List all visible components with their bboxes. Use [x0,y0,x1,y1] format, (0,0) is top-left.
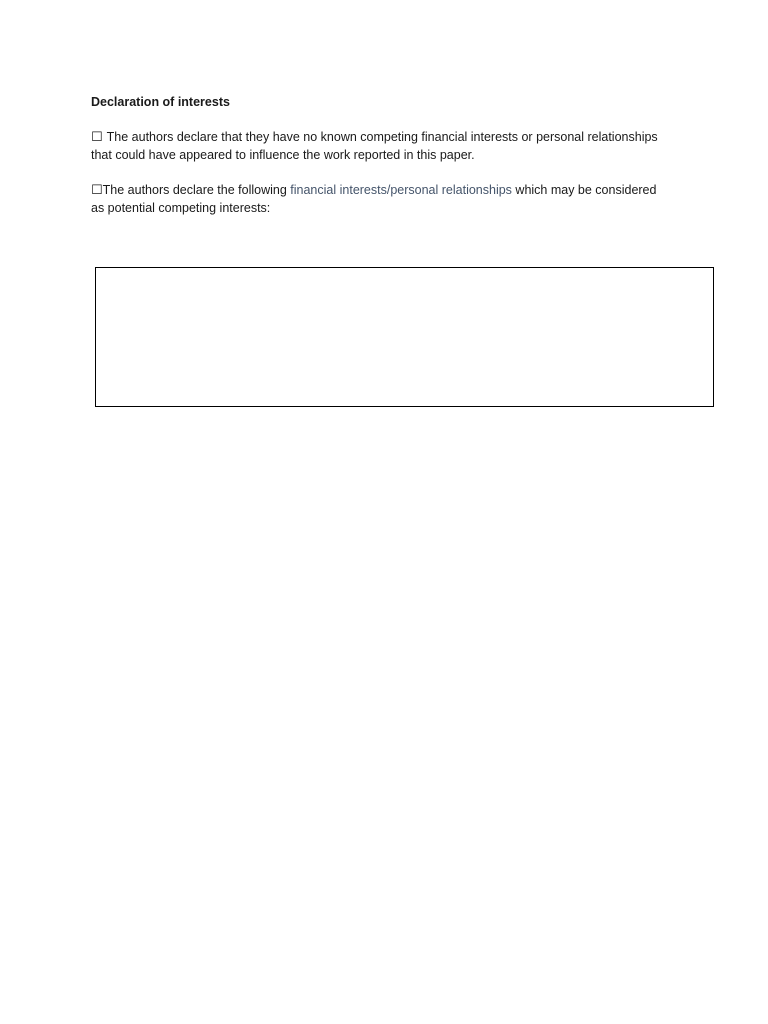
declare-text-line-2: as potential competing interests: [91,201,271,215]
declaration-text-box[interactable] [95,267,714,407]
declare-text-before: The authors declare the following [102,183,291,197]
declare-interests-option [91,181,691,217]
no-interests-text-line-1: The authors declare that they have no known competing financial interests or personal relationships [106,130,658,144]
no-interests-checkbox[interactable]: ☐ [91,129,103,144]
option-line-1 [91,128,691,146]
declaration-heading: Declaration of interests [91,95,230,109]
no-interests-text-line-2: that could have appeared to influence the work reported in this paper. [91,148,475,162]
declare-interests-checkbox[interactable]: ☐ [91,182,103,197]
no-competing-interests-option [91,128,691,164]
declare-text-after: which may be considered [511,183,657,197]
financial-interests-link-text: financial interests/personal relationships [290,183,512,197]
option-line-1 [91,181,691,199]
